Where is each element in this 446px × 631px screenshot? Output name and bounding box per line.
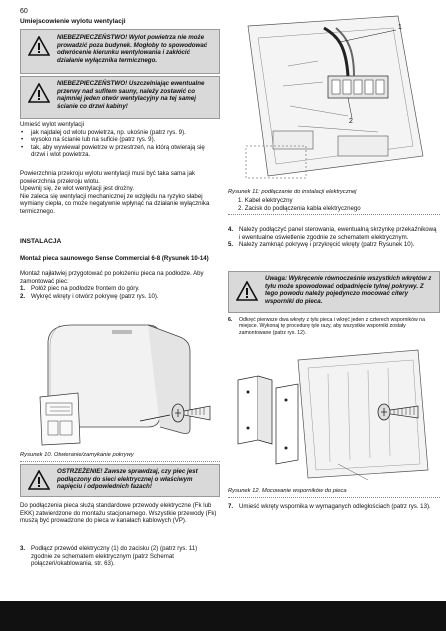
- figure-10-heater-cover: [20, 303, 220, 453]
- step-text: Umieść wkręty wspornika w wymaganych odległościach (patrz rys. 13).: [239, 503, 431, 510]
- para-cross-section: Powierzchnia przekroju wylotu wentylacji musi być taka sama jak powierzchnia przekroju wlotu.: [20, 170, 196, 185]
- footer-bar: [0, 601, 446, 631]
- figure-11-wiring: [228, 6, 438, 184]
- step-number: 5.: [228, 241, 234, 249]
- step-text: Należy zamknąć pokrywę i przykręcić wkręty (patrz Rysunek 10).: [239, 241, 415, 249]
- step-number: 4.: [228, 226, 234, 233]
- warning-text-3: OSTRZEŻENIE! Zawsze sprawdzaj, czy piec jest podłączony do sieci elektrycznej o właściwym napięciu i odpowiednich fazach!: [57, 468, 198, 491]
- section-heading: Umiejscowienie wylotu wentylacji: [20, 18, 126, 25]
- warning-text-4: Uwaga: Wykręcenie równocześnie wszystkich wkrętów z tyłu może spowodować odpadnięcie tylnej pokrywy. Z tego powodu należy pojedynczo mocować citery wsporniki do pieca.: [265, 275, 432, 305]
- step-7: [228, 503, 438, 511]
- warning-box-4: [228, 271, 440, 313]
- outlet-block: [20, 121, 220, 159]
- page-number: 60: [20, 8, 28, 15]
- step-item: [228, 503, 438, 511]
- step-text: Połóż piec na podłodze frontem do góry.: [31, 285, 140, 292]
- legend-item: 2. Zacisk do podłączenia kabla elektrycznego: [238, 204, 361, 212]
- step-text: Wykręć wkręty i otwórz pokrywę (patrz rys. 10).: [31, 292, 159, 300]
- outlet-bullet: • wysoko na ścianie lub na suficie (patrz rys. 9).: [20, 136, 220, 144]
- warning-triangle-icon: [28, 470, 50, 490]
- step-number: 7.: [228, 503, 234, 510]
- step-item: [20, 293, 220, 301]
- danger-text-2: NIEBEZPIECZEŃSTWO! Uszczelniając ewentualne przerwy nad sufitem sauny, należy zostawić co najmniej jeden otwór wentylacyjny na tej samej ścianie co drzwi kabiny!: [57, 80, 205, 110]
- warning-triangle-icon: [236, 281, 258, 301]
- para-unobstructed: Upewnij się, że wlot wentylacji jest drożny.: [20, 185, 135, 193]
- danger-box-2: [20, 76, 220, 119]
- mount-title: Montaż pieca saunowego Sense Commercial 6-8 (Rysunek 10-14): [20, 255, 209, 262]
- legend-item: 1. Kabel elektryczny: [238, 197, 293, 204]
- divider: [228, 214, 440, 215]
- divider: [20, 461, 220, 462]
- mount-steps: [20, 285, 220, 300]
- figure-11-legend: [238, 197, 438, 212]
- ventilation-paragraphs: [20, 170, 220, 216]
- figure-11-caption: Rysunek 11: podłączanie do instalacji elektrycznej: [228, 189, 357, 195]
- step-item: [20, 285, 220, 293]
- step-item: [228, 317, 438, 336]
- callout-2: 2: [349, 118, 353, 125]
- warning-box-3: [20, 464, 220, 497]
- para-cable: Do podłączenia pieca służą standardowe przewody elektryczne (Fk lub EKK) zatwierdzone do montażu stacjonarnego. Wszystkie przewody (Fk) muszą być prowadzone do pieca w kanałach kablowych (VP).: [20, 502, 217, 525]
- figure-10-caption: Rysunek 10. Otwieranie/zamykanie pokrywy: [20, 452, 134, 458]
- step-number: 6.: [228, 317, 233, 323]
- para-mechanical: Nie zaleca się wentylacji mechanicznej ze względu na ryzyko słabej wymiany ciepła, co może negatywnie wpłynąć na działanie wyłącznika termicznego.: [20, 192, 210, 215]
- step-text: Odkręć pierwsze dwa wkręty z tyłu pieca i wkręć jeden z czterech wsporników na miejsce. Wykonaj tę procedurę tyle razy, aby wszystkie wsporniki zostały zamontowane (patrz rys. 12).: [239, 317, 425, 336]
- warning-triangle-icon: [28, 83, 50, 103]
- outlet-bullet: • jak najdalej od wlotu powietrza, np. ukośnie (patrz rys. 9).: [20, 129, 220, 137]
- outlet-intro: Umieść wylot wentylacji: [20, 121, 84, 128]
- warning-triangle-icon: [28, 36, 50, 56]
- step-number: 2.: [20, 292, 26, 300]
- step-number: 3.: [20, 545, 26, 552]
- figure-12-caption: Rysunek 12. Mocowanie wsporników do pieca: [228, 488, 347, 494]
- step-item: [228, 226, 438, 241]
- steps-4-5: [228, 226, 438, 249]
- figure-12-brackets: [228, 340, 438, 483]
- section-install: INSTALACJA: [20, 238, 62, 245]
- step-6: [228, 317, 438, 336]
- outlet-bullet: • tak, aby wywiewał powietrze w przestrzeń, na którą otwierają się drzwi i wlot powietrza.: [20, 144, 220, 159]
- divider: [228, 497, 440, 498]
- step-number: 1.: [20, 285, 26, 292]
- step-item: [228, 241, 438, 249]
- step-item: [20, 545, 220, 568]
- mount-intro: Montaż najłatwiej przygotować po położeniu pieca na podłodze. Aby zamontować piec:: [20, 270, 204, 285]
- callout-1: 1: [398, 24, 402, 31]
- danger-box-1: [20, 29, 220, 74]
- step-3: [20, 545, 220, 568]
- step-text: Należy podłączyć panel sterowania, ewentualną skrzynkę przekaźnikową i ewentualne oświetlenie zgodnie ze schematem elektrycznym.: [239, 226, 437, 241]
- danger-text-1: NIEBEZPIECZEŃSTWO! Wylot powietrza nie może prowadzić poza budynek. Mogłoby to spowodować odwrócenie kierunku wentylowania i zakłócić działanie wyłącznika termicznego.: [57, 34, 208, 64]
- step-text: Podłącz przewód elektryczny (1) do zacisku (2) (patrz rys. 11) zgodnie ze schematem elektrycznym (patrz Schemat połączeń/okablowania, str. 63).: [31, 545, 198, 568]
